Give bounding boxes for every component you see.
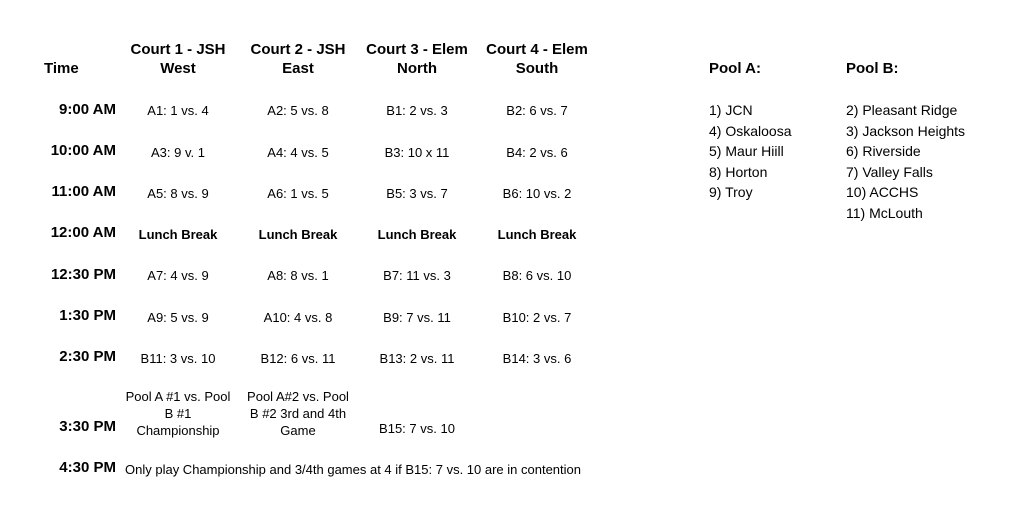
third-place-line: Pool A#2 vs. Pool (247, 389, 349, 404)
court1-header-line2: West (160, 60, 196, 77)
list-item: 7) Valley Falls (846, 163, 933, 180)
court3-header-line2: North (397, 60, 437, 77)
court4-header (481, 40, 593, 78)
game-cell: B3: 10 x 11 (384, 145, 450, 160)
game-cell: B11: 3 vs. 10 (140, 351, 216, 366)
list-item: 11) McLouth (846, 204, 923, 221)
court1-header (122, 40, 234, 78)
game-cell: A8: 8 vs. 1 (267, 268, 329, 283)
time-cell: 10:00 AM (50, 142, 116, 159)
court3-header-line1: Court 3 - Elem (366, 41, 468, 58)
game-cell: A9: 5 vs. 9 (147, 310, 209, 325)
court2-header (242, 40, 354, 78)
game-cell: A2: 5 vs. 8 (267, 103, 329, 118)
time-cell: 12:00 AM (50, 224, 116, 241)
game-cell: A3: 9 v. 1 (151, 145, 205, 160)
list-item: 2) Pleasant Ridge (846, 102, 958, 118)
list-item: 10) ACCHS (846, 184, 919, 200)
game-cell: A7: 4 vs. 9 (147, 268, 209, 283)
game-cell: A4: 4 vs. 5 (267, 145, 329, 160)
list-item: 8) Horton (709, 163, 768, 180)
game-cell: B9: 7 vs. 11 (383, 310, 451, 325)
time-cell: 12:30 PM (50, 266, 116, 283)
pool-a-title: Pool A: (709, 60, 761, 77)
championship-line: Championship (136, 423, 220, 438)
third-place-line: B #2 3rd and 4th (249, 406, 347, 421)
game-cell: A6: 1 vs. 5 (267, 186, 329, 201)
court4-header-line2: South (515, 60, 559, 77)
time-cell: 1:30 PM (59, 307, 116, 324)
lunch-break-cell: Lunch Break (138, 227, 218, 242)
game-cell: B2: 6 vs. 7 (506, 103, 568, 118)
list-item: 9) Troy (709, 184, 753, 200)
championship-cell (122, 388, 234, 439)
third-place-cell (242, 388, 354, 439)
game-cell: B14: 3 vs. 6 (502, 351, 572, 366)
pool-b-list (846, 100, 965, 223)
game-cell: A1: 1 vs. 4 (147, 103, 209, 118)
lunch-break-cell: Lunch Break (497, 227, 577, 242)
court2-header-line1: Court 2 - JSH (250, 41, 346, 58)
game-cell: B4: 2 vs. 6 (506, 145, 568, 160)
time-cell: 11:00 AM (51, 183, 116, 200)
game-cell: B1: 2 vs. 3 (386, 103, 448, 118)
pool-a-list (709, 100, 791, 203)
game-cell: B8: 6 vs. 10 (502, 268, 572, 283)
time-cell: 3:30 PM (59, 418, 116, 435)
pool-b-title: Pool B: (846, 60, 899, 77)
list-item: 6) Riverside (846, 143, 921, 159)
list-item: 1) JCN (709, 102, 753, 118)
court4-header-line1: Court 4 - Elem (486, 41, 588, 58)
game-cell: B7: 11 vs. 3 (383, 268, 451, 283)
list-item: 3) Jackson Heights (846, 122, 966, 139)
lunch-break-cell: Lunch Break (377, 227, 457, 242)
third-place-line: Game (280, 423, 316, 438)
game-cell: B6: 10 vs. 2 (502, 186, 572, 201)
game-cell: B12: 6 vs. 11 (260, 351, 336, 366)
game-cell: A10: 4 vs. 8 (263, 310, 333, 325)
court1-header-line1: Court 1 - JSH (130, 41, 226, 58)
time-cell: 9:00 AM (59, 101, 116, 118)
championship-line: Pool A #1 vs. Pool (125, 389, 231, 404)
list-item: 4) Oskaloosa (709, 122, 792, 139)
lunch-break-cell: Lunch Break (258, 227, 338, 242)
game-cell: B13: 2 vs. 11 (379, 351, 455, 366)
list-item: 5) Maur Hiill (709, 143, 784, 159)
game-cell: A5: 8 vs. 9 (147, 186, 209, 201)
game-cell: B5: 3 vs. 7 (386, 186, 448, 201)
time-header: Time (44, 60, 79, 77)
time-cell: 4:30 PM (59, 459, 116, 476)
court2-header-line2: East (282, 60, 314, 77)
court3-header (361, 40, 473, 78)
game-cell: B15: 7 vs. 10 (379, 421, 455, 436)
championship-line: B #1 (164, 406, 192, 421)
time-cell: 2:30 PM (59, 348, 116, 365)
contention-note: Only play Championship and 3/4th games at 4 if B15: 7 vs. 10 are in contention (125, 462, 581, 477)
game-cell: B10: 2 vs. 7 (502, 310, 572, 325)
